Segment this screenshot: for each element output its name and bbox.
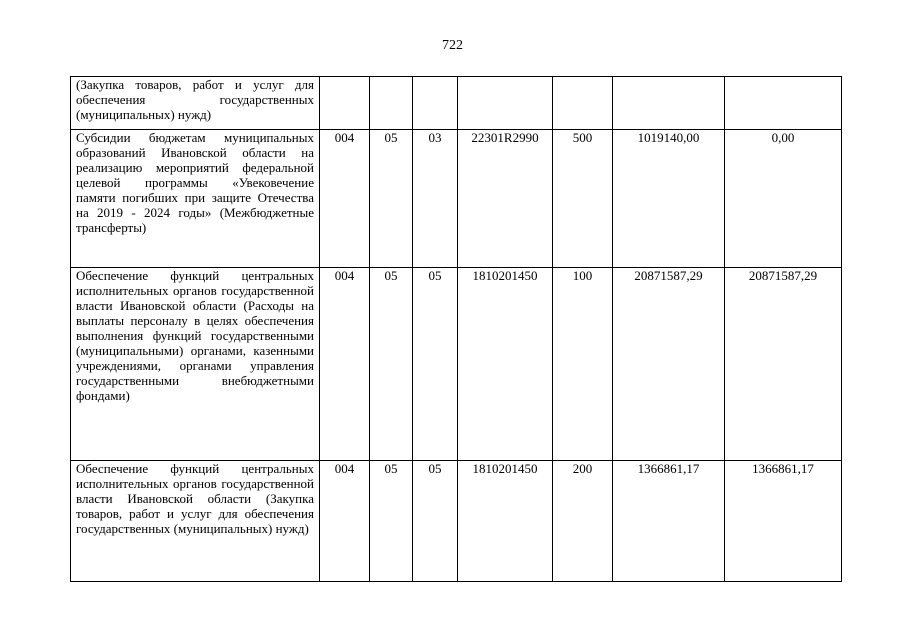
row-description: Обеспечение функций центральных исполнительных органов государственной власти Ивановской области (Закупка товаров, работ и услуг для обеспечения государственных (муниципальных) нужд) — [71, 461, 320, 582]
expense-type-code — [553, 77, 613, 130]
amount-second-year: 1366861,17 — [725, 461, 842, 582]
subsection-code: 03 — [413, 130, 458, 268]
amount-first-year: 1366861,17 — [613, 461, 725, 582]
amount-first-year: 1019140,00 — [613, 130, 725, 268]
target-item-code: 1810201450 — [458, 268, 553, 461]
target-item-code: 1810201450 — [458, 461, 553, 582]
row-description: Обеспечение функций центральных исполнительных органов государственной власти Ивановской области (Расходы на выплаты персоналу в целях обеспечения выполнения функций государственными (муниципальными) органами, казенными учреждениями, органами управления государственными внебюджетными фондами) — [71, 268, 320, 461]
amount-second-year — [725, 77, 842, 130]
section-code — [370, 77, 413, 130]
target-item-code: 22301R2990 — [458, 130, 553, 268]
section-code: 05 — [370, 461, 413, 582]
table-row — [71, 461, 842, 582]
table-row — [71, 130, 842, 268]
subsection-code — [413, 77, 458, 130]
subsection-code: 05 — [413, 268, 458, 461]
section-code: 05 — [370, 130, 413, 268]
row-description: Субсидии бюджетам муниципальных образований Ивановской области на реализацию мероприятий федеральной целевой программы «Увековечение памяти погибших при защите Отечества на 2019 - 2024 годы» (Межбюджетные трансферты) — [71, 130, 320, 268]
target-item-code — [458, 77, 553, 130]
page-number: 722 — [442, 38, 463, 53]
section-code: 05 — [370, 268, 413, 461]
expense-type-code: 100 — [553, 268, 613, 461]
ministry-code: 004 — [320, 130, 370, 268]
budget-table — [70, 76, 842, 582]
ministry-code — [320, 77, 370, 130]
subsection-code: 05 — [413, 461, 458, 582]
amount-first-year: 20871587,29 — [613, 268, 725, 461]
ministry-code: 004 — [320, 461, 370, 582]
expense-type-code: 200 — [553, 461, 613, 582]
ministry-code: 004 — [320, 268, 370, 461]
table-row — [71, 77, 842, 130]
amount-second-year: 0,00 — [725, 130, 842, 268]
table-row — [71, 268, 842, 461]
amount-first-year — [613, 77, 725, 130]
expense-type-code: 500 — [553, 130, 613, 268]
row-description: (Закупка товаров, работ и услуг для обеспечения государственных (муниципальных) нужд) — [71, 77, 320, 130]
amount-second-year: 20871587,29 — [725, 268, 842, 461]
